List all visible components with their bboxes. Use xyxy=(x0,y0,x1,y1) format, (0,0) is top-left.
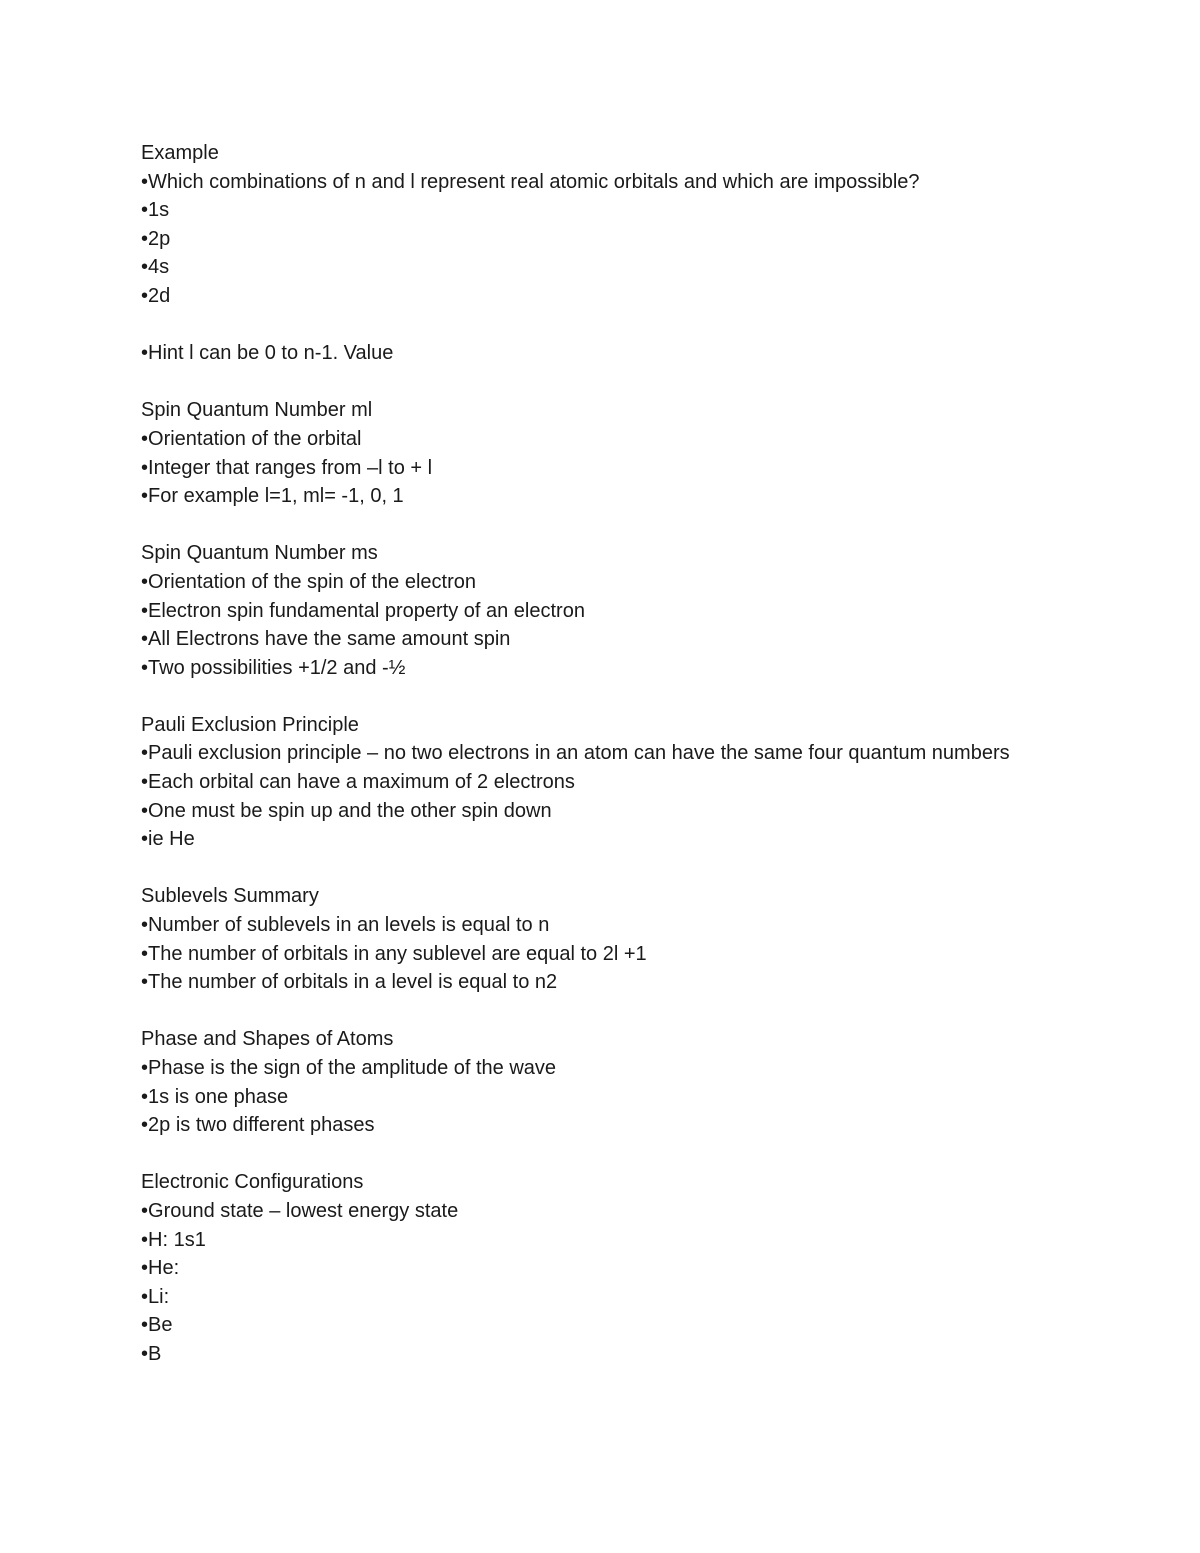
bullet-item: • The number of orbitals in any sublevel are equal to 2l +1 xyxy=(141,940,1021,969)
bullet-item: • For example l=1, ml= -1, 0, 1 xyxy=(141,482,1021,511)
section-pauli-exclusion-principle xyxy=(141,711,1021,854)
bullet-item: • H: 1s1 xyxy=(141,1226,1021,1255)
bullet-item: • One must be spin up and the other spin down xyxy=(141,797,1021,826)
section-heading: Pauli Exclusion Principle xyxy=(141,713,359,736)
section-electronic-configurations xyxy=(141,1168,1021,1368)
bullet-item: • Orientation of the spin of the electron xyxy=(141,568,1021,597)
bullet-item: • 1s xyxy=(141,196,1021,225)
document-body xyxy=(141,139,1021,1369)
bullet-item: • Electron spin fundamental property of an electron xyxy=(141,597,1021,626)
bullet-item: • Be xyxy=(141,1311,1021,1340)
section-heading: Example xyxy=(141,142,219,164)
bullet-item: • ie He xyxy=(141,825,1021,854)
section-spacer xyxy=(141,368,1021,397)
section-example xyxy=(141,139,1021,368)
blank-line xyxy=(141,311,1021,340)
bullet-item: • Phase is the sign of the amplitude of the wave xyxy=(141,1054,1021,1083)
section-phase-and-shapes xyxy=(141,1025,1021,1139)
bullet-item: • All Electrons have the same amount spin xyxy=(141,625,1021,654)
section-heading: Phase and Shapes of Atoms xyxy=(141,1028,394,1051)
bullet-item: • Orientation of the orbital xyxy=(141,425,1021,454)
section-spacer xyxy=(141,511,1021,540)
bullet-item: • Number of sublevels in an levels is equal to n xyxy=(141,911,1021,940)
bullet-item: • Pauli exclusion principle – no two electrons in an atom can have the same four quantum numbers xyxy=(141,739,1021,768)
section-heading: Spin Quantum Number ml xyxy=(141,399,373,422)
bullet-item: • Hint l can be 0 to n-1. Value xyxy=(141,339,1021,368)
bullet-item: • 2p is two different phases xyxy=(141,1111,1021,1140)
bullet-item: • Ground state – lowest energy state xyxy=(141,1197,1021,1226)
bullet-item: • Which combinations of n and l represent real atomic orbitals and which are impossible? xyxy=(141,168,1021,197)
bullet-item: • 2d xyxy=(141,282,1021,311)
bullet-item: • 1s is one phase xyxy=(141,1083,1021,1112)
bullet-item: • 4s xyxy=(141,253,1021,282)
bullet-item: • 2p xyxy=(141,225,1021,254)
section-spin-quantum-number-ml xyxy=(141,396,1021,510)
section-sublevels-summary xyxy=(141,882,1021,996)
section-heading: Spin Quantum Number ms xyxy=(141,542,378,565)
section-spin-quantum-number-ms xyxy=(141,539,1021,682)
bullet-item: • He: xyxy=(141,1254,1021,1283)
section-heading: Sublevels Summary xyxy=(141,885,319,908)
section-spacer xyxy=(141,1140,1021,1169)
bullet-item: • Two possibilities +1/2 and -½ xyxy=(141,654,1021,683)
section-heading: Electronic Configurations xyxy=(141,1171,364,1194)
bullet-item: • Integer that ranges from –l to + l xyxy=(141,454,1021,483)
bullet-item: • Li: xyxy=(141,1283,1021,1312)
bullet-item: • B xyxy=(141,1340,1021,1369)
section-spacer xyxy=(141,854,1021,883)
bullet-item: • The number of orbitals in a level is equal to n2 xyxy=(141,968,1021,997)
section-spacer xyxy=(141,682,1021,711)
section-spacer xyxy=(141,997,1021,1026)
bullet-item: • Each orbital can have a maximum of 2 electrons xyxy=(141,768,1021,797)
